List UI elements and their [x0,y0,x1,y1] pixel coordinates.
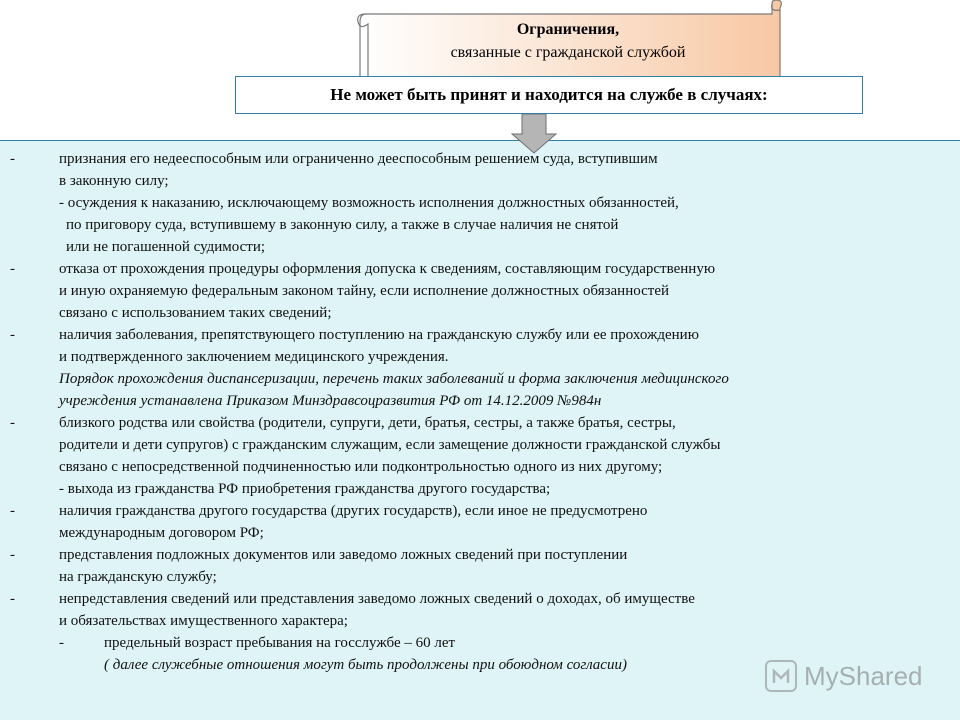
bullet-dash: - [10,151,15,167]
bullet-dash: - [10,503,15,519]
bullet-dash: - [10,547,15,563]
text-line: связано с использованием таких сведений; [59,305,332,321]
text-line: и обязательствах имущественного характера; [59,613,348,629]
bullet-dash: - [10,261,15,277]
text-line: представления подложных документов или заведомо ложных сведений при поступлении [59,547,628,563]
watermark-text: MyShared [804,660,923,691]
text-line: и подтвержденного заключением медицинского учреждения. [59,349,449,365]
bullet-dash: - [10,415,15,431]
text-line: непредставления сведений или представления заведомо ложных сведений о доходах, об имуществе [59,591,695,607]
text-line: в законную силу; [59,173,169,189]
watermark [764,656,934,696]
bullet-dash: - [10,591,15,607]
text-line: на гражданскую службу; [59,569,217,585]
text-line: или не погашенной судимости; [66,239,266,255]
text-line: международным договором РФ; [59,525,264,541]
scroll-line-1: Ограничения, [516,21,620,38]
text-line: близкого родства или свойства (родители, супруги, дети, братья, сестры, а также братья, сестры, [59,415,676,431]
text-line: и иную охраняемую федеральным законом тайну, если исполнение должностных обязанностей [59,283,669,299]
text-line-italic: учреждения устанавлена Приказом Минздравсоцразвития РФ от 14.12.2009 №984н [59,393,602,409]
text-line: родители и дети супругов) с гражданским служащим, если замещение должности гражданской службы [59,437,721,453]
text-line-italic: ( далее служебные отношения могут быть продолжены при обоюдном согласии) [104,657,627,673]
text-line: отказа от прохождения процедуры оформления допуска к сведениям, составляющим государственную [59,261,716,277]
text-line: - выхода из гражданства РФ приобретения гражданства другого государства; [59,481,551,497]
text-line: наличия гражданства другого государства (других государств), если иное не предусмотрено [59,503,648,519]
text-line: по приговору суда, вступившему в законную силу, а также в случае наличия не снятой [66,217,619,233]
text-line: связано с непосредственной подчиненностью или подконтрольностью одного из них другому; [59,459,663,475]
text-line: предельный возраст пребывания на госслужбе – 60 лет [104,635,456,651]
watermark-logo-icon [764,659,798,693]
bullet-dash: - [59,635,64,651]
scroll-title [378,18,758,64]
page-title: Не может быть принят и находится на службе в случаях: [235,76,863,114]
scroll-line-2: связанные с гражданской службой [450,44,686,61]
text-line: признания его недееспособным или ограниченно дееспособным решением суда, вступившим [59,151,658,167]
text-line: - осуждения к наказанию, исключающему возможность исполнения должностных обязанностей, [59,195,679,211]
text-line-italic: Порядок прохождения диспансеризации, перечень таких заболеваний и форма заключения медицинского [59,371,729,387]
bullet-dash: - [10,327,15,343]
text-line: наличия заболевания, препятствующего поступлению на гражданскую службу или ее прохождению [59,327,699,343]
